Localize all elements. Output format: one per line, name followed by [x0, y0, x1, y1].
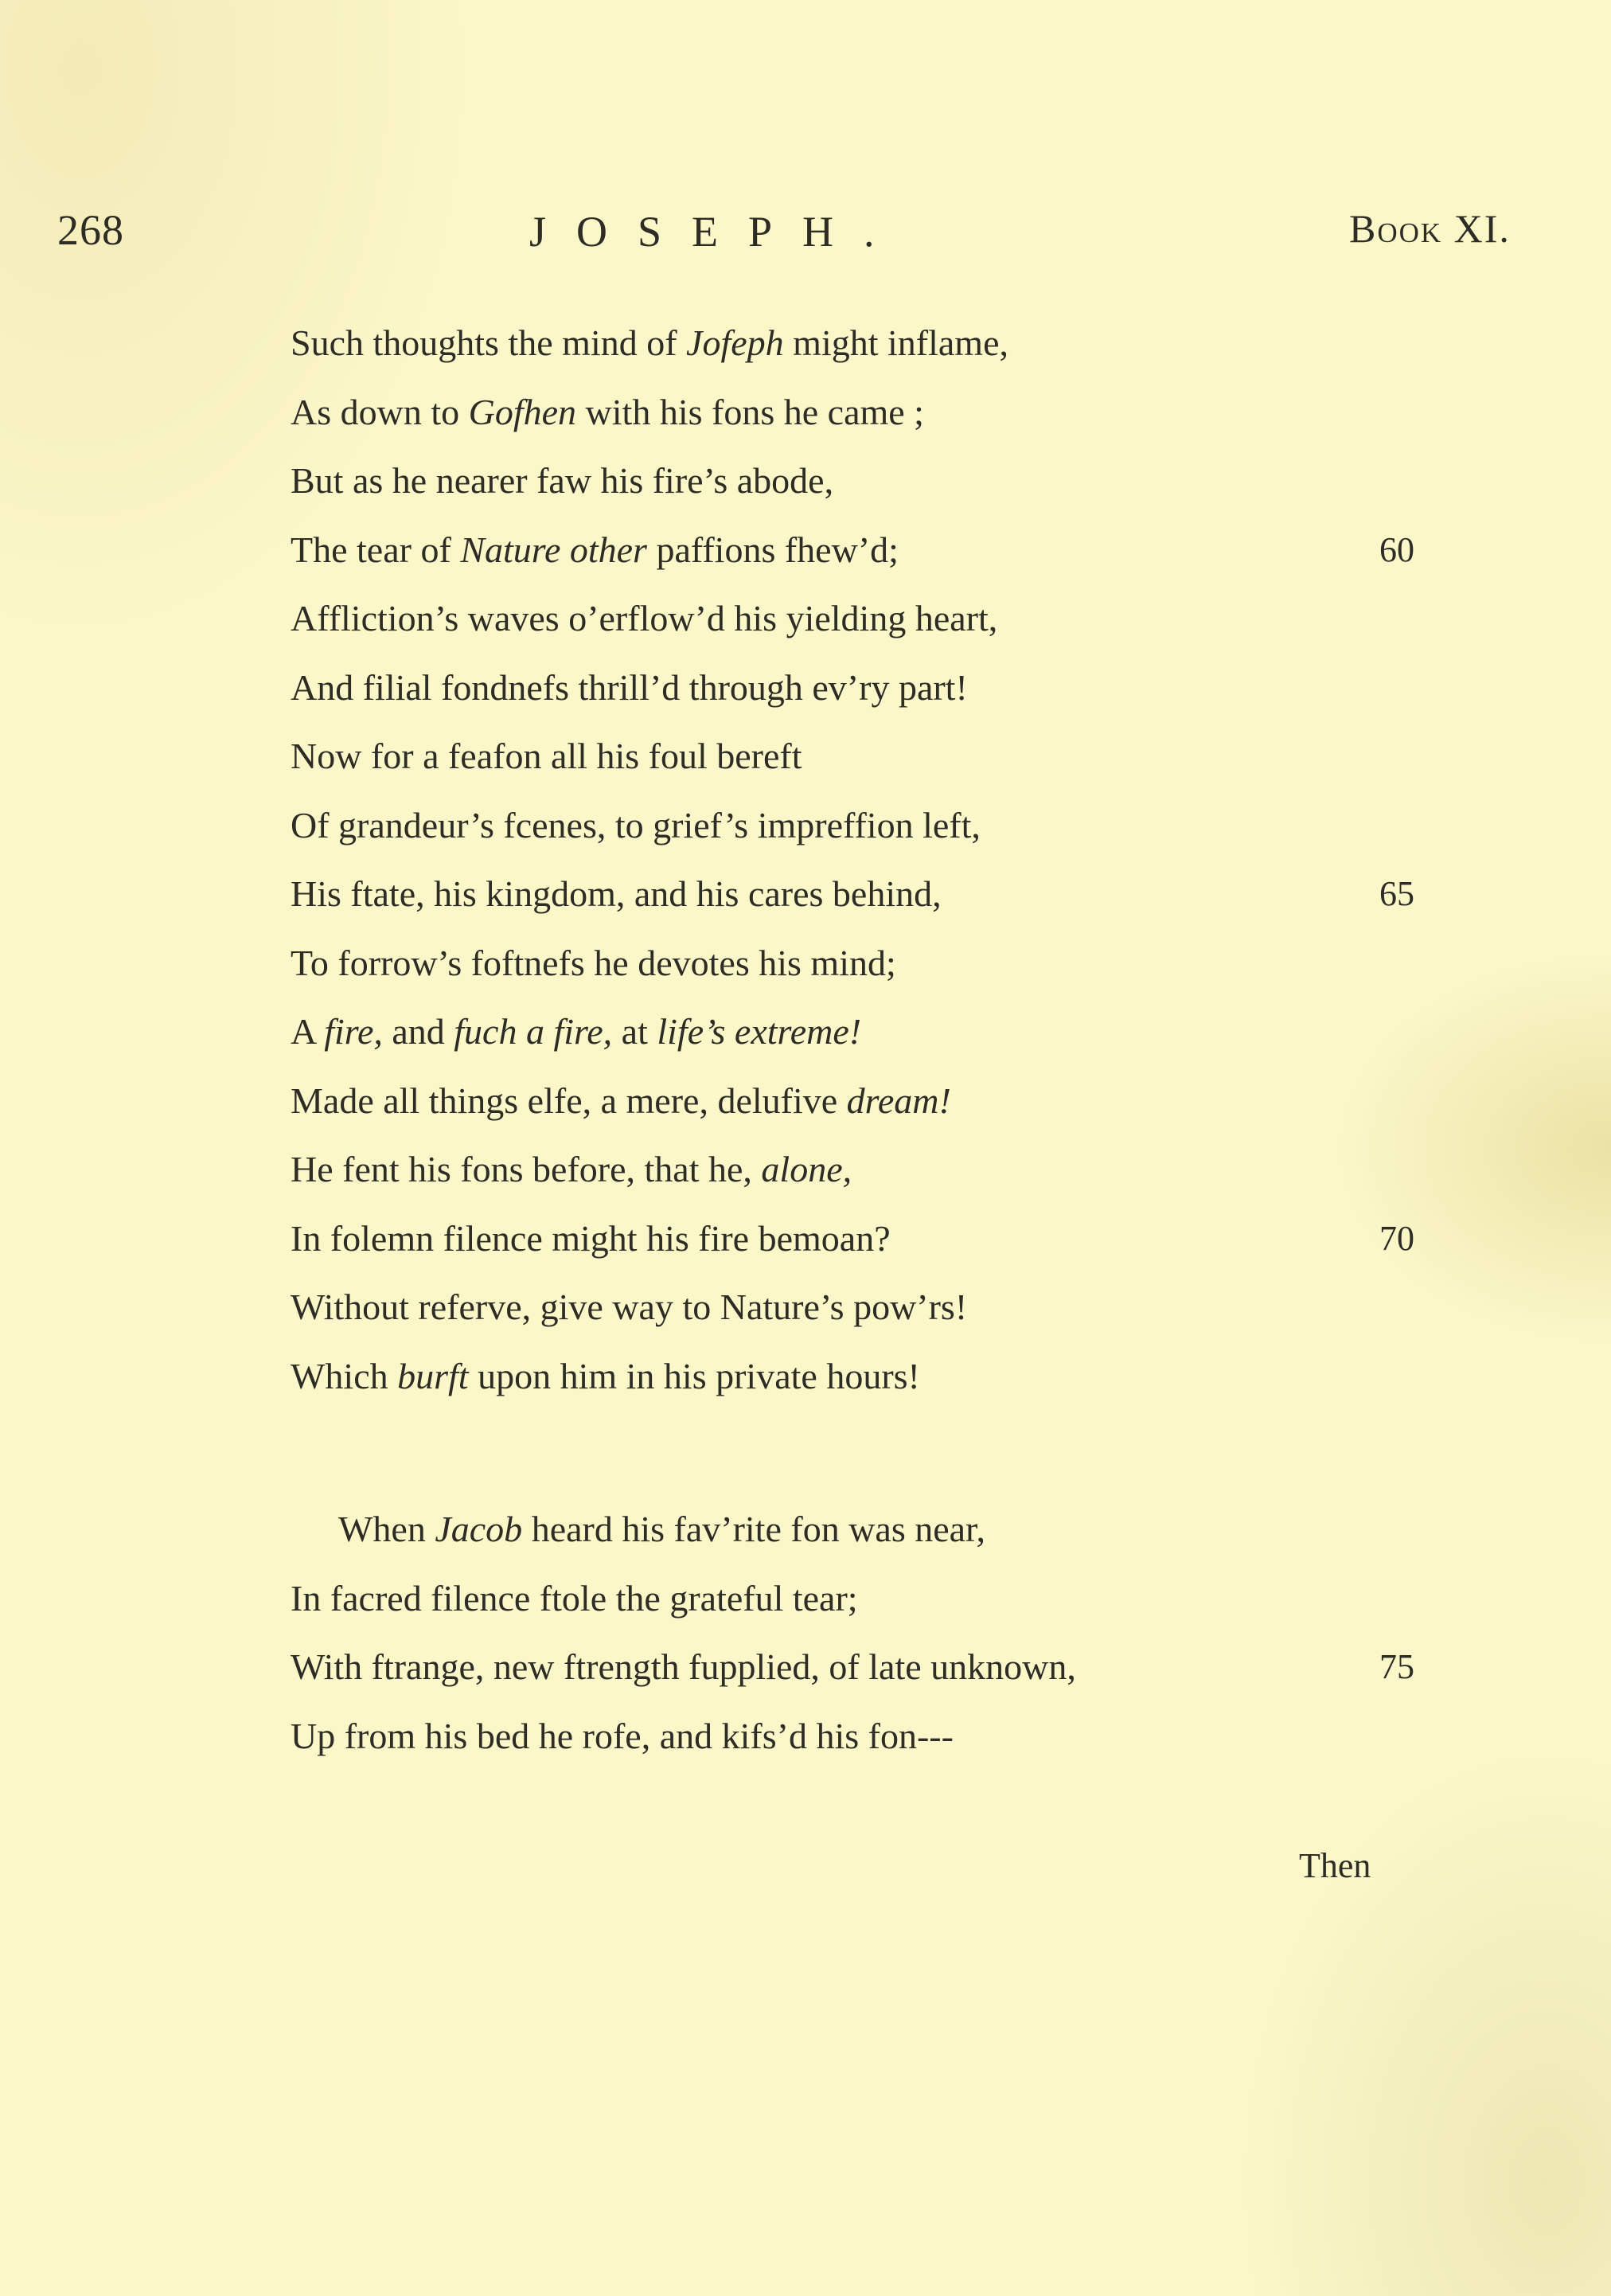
verse-italic-segment: alone, [761, 1149, 852, 1189]
verse-italic-segment: Jacob [435, 1509, 523, 1549]
page-header [0, 205, 1611, 269]
verse-text-segment: with his fons he came ; [576, 391, 924, 432]
line-number: 65 [1379, 874, 1414, 913]
verse-line [291, 860, 1414, 929]
book-label: Book XI. [1349, 206, 1511, 251]
verse-italic-segment: fuch a fire, [454, 1011, 613, 1052]
verse-line [291, 1633, 1414, 1702]
verse-italic-segment: dream! [846, 1080, 951, 1121]
page-number: 268 [57, 206, 124, 254]
line-number: 75 [1379, 1647, 1414, 1686]
verse-text-segment: Affliction’s waves o’erflow’d his yielding heart, [291, 598, 998, 638]
verse-text-segment: With ftrange, new ftrength fupplied, of late unknown, [291, 1646, 1076, 1687]
verse-line [291, 791, 1405, 861]
verse-text-segment: To forrow’s foftnefs he devotes his mind; [291, 942, 896, 983]
running-title: JOSEPH. [529, 208, 905, 256]
verse-italic-segment: fire, [324, 1011, 383, 1052]
poem-body [291, 309, 1414, 1771]
verse-text-segment: A [291, 1011, 325, 1052]
verse-italic-segment: burft [397, 1355, 469, 1396]
verse-text-segment: He fent his fons before, that he, [291, 1149, 762, 1189]
verse-line [291, 516, 1414, 585]
verse-line [291, 1273, 1405, 1342]
verse-italic-segment: Jofeph [686, 322, 784, 363]
verse-text-segment: When [338, 1509, 435, 1549]
verse-text-segment: But as he nearer faw his fire’s abode, [291, 460, 834, 501]
line-number: 70 [1379, 1218, 1414, 1258]
verse-line [291, 998, 1405, 1067]
verse-text-segment: And filial fondnefs thrill’d through ev’ry part! [291, 666, 968, 708]
verse-line [291, 1135, 1405, 1205]
verse-text-segment: Without referve, give way to Nature’s pow’rs! [291, 1287, 968, 1327]
verse-text-segment: His ftate, his kingdom, and his cares behind, [291, 873, 942, 914]
verse-text-segment: might inflame, [783, 322, 1009, 363]
verse-text-segment: Such thoughts the mind of [291, 322, 687, 363]
verse-text-segment: Which [291, 1355, 398, 1396]
verse-text-segment: In folemn filence might his fire bemoan? [291, 1217, 891, 1259]
verse-line [291, 1205, 1414, 1274]
verse-text-segment: upon him in his private hours! [468, 1355, 920, 1396]
verse-line [291, 1702, 1405, 1771]
verse-text-segment: In facred filence ftole the grateful tear; [291, 1577, 858, 1619]
catchword: Then [1299, 1846, 1371, 1885]
verse-text-segment: Now for a feafon all his foul bereft [291, 736, 802, 776]
verse-line [291, 929, 1405, 998]
verse-line [291, 309, 1405, 378]
verse-line [291, 654, 1405, 723]
verse-text-segment: Of grandeur’s fcenes, to grief’s impreffion left, [291, 804, 981, 845]
verse-text-segment: The tear of [291, 529, 461, 570]
verse-line [291, 1564, 1405, 1634]
verse-text-segment: Made all things elfe, a mere, delufive [291, 1080, 847, 1121]
verse-line [291, 447, 1405, 516]
line-number: 60 [1379, 529, 1414, 569]
verse-text-segment: at [612, 1011, 657, 1052]
verse-line [291, 378, 1405, 447]
verse-line [291, 1342, 1405, 1412]
verse-text-segment: and [382, 1011, 454, 1052]
verse-text-segment: Up from his bed he rofe, and kifs’d his fon--- [291, 1715, 954, 1756]
verse-italic-segment: Gofhen [468, 391, 577, 432]
verse-text-segment: heard his fav’rite fon was near, [522, 1509, 986, 1549]
verse-italic-segment: life’s extreme! [657, 1011, 862, 1052]
verse-line [291, 1067, 1405, 1136]
stanza-break [291, 1411, 1405, 1495]
verse-text-segment: paffions fhew’d; [646, 529, 899, 570]
verse-line [291, 722, 1405, 791]
verse-line [291, 1495, 1405, 1564]
verse-text-segment: As down to [291, 391, 469, 432]
verse-line [291, 584, 1405, 654]
verse-italic-segment: Nature other [460, 529, 647, 570]
